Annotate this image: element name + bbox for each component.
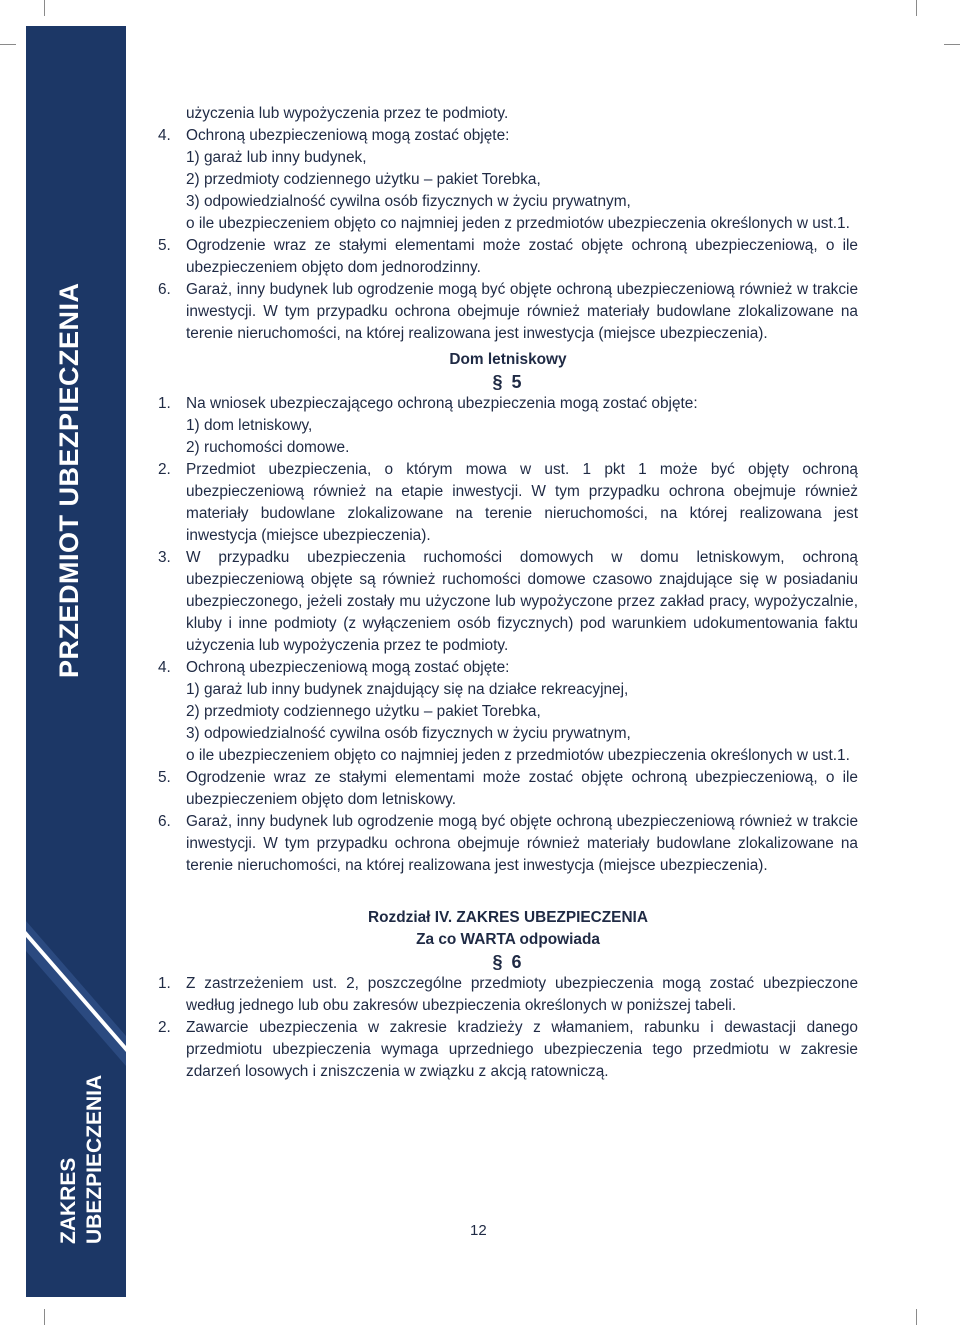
paragraph-number: 6. [158, 281, 171, 298]
list-item: 2) ruchomości domowe. [186, 439, 350, 456]
section-5-item-5 [158, 767, 858, 811]
paragraph-number: 1. [158, 395, 171, 412]
page-number: 12 [470, 1222, 487, 1239]
paragraph-text: Garaż, inny budynek lub ogrodzenie mogą być objęte ochroną ubezpieczeniową również w trakcie inwestycji. W tym przypadku ochrona obejmuje również materiały budowlane zlokalizowane na terenie nieruchomości, na której realizowana jest inwestycja (miejsce ubezpieczenia). [186, 813, 858, 874]
chapter-item-1 [158, 973, 858, 1017]
section-5-item-1 [158, 393, 858, 459]
chapter-paragraph-sign: § 6 [492, 952, 524, 972]
paragraph-text: Przedmiot ubezpieczenia, o którym mowa w ust. 1 pkt 1 może być objęty ochroną ubezpieczeniową również na etapie inwestycji. W tym przypadku ochrona obejmuje również materiały budowlane zlokalizowane na terenie nieruchomości, na której realizowana jest inwestycja (miejsce ubezpieczenia). [186, 461, 858, 544]
paragraph-4 [158, 125, 858, 235]
paragraph-number: 4. [158, 659, 171, 676]
paragraph-tail: o ile ubezpieczeniem objęto co najmniej jeden z przedmiotów ubezpieczenia określonych w ust.1. [186, 215, 850, 232]
list-item: 2) przedmioty codziennego użytku – pakiet Torebka, [186, 171, 541, 188]
chapter-heading: Rozdział IV. ZAKRES UBEZPIECZENIA [368, 909, 648, 926]
crop-mark-top-left-h [0, 44, 16, 45]
crop-mark-top-left [44, 0, 45, 16]
paragraph-text: Z zastrzeżeniem ust. 2, poszczególne przedmioty ubezpieczenia mogą zostać ubezpieczone według jednego lub obu zakresów ubezpieczenia określonych w poniższej tabeli. [186, 975, 858, 1014]
paragraph-number: 1. [158, 975, 171, 992]
continuation-text: użyczenia lub wypożyczenia przez te podmioty. [186, 105, 509, 122]
paragraph-text: Ochroną ubezpieczeniową mogą zostać objęte: [186, 659, 510, 676]
subsection-title-vertical: ZAKRES UBEZPIECZENIA [57, 1074, 106, 1244]
sidebar-band [26, 26, 126, 1297]
paragraph-6 [158, 279, 858, 345]
section-5-item-2 [158, 459, 858, 547]
section-title-vertical: PRZEDMIOT UBEZPIECZENIA [54, 282, 84, 678]
crop-mark-top-right-h [944, 44, 960, 45]
section-heading: Dom letniskowy [449, 351, 567, 368]
paragraph-5 [158, 235, 858, 279]
section-5-item-4 [158, 657, 858, 767]
chapter-item-2 [158, 1017, 858, 1083]
section-5-item-6 [158, 811, 858, 877]
paragraph-tail: o ile ubezpieczeniem objęto co najmniej jeden z przedmiotów ubezpieczenia określonych w ust.1. [186, 747, 850, 764]
paragraph-text: Ochroną ubezpieczeniową mogą zostać objęte: [186, 127, 510, 144]
list-item: 3) odpowiedzialność cywilna osób fizycznych w życiu prywatnym, [186, 725, 631, 742]
document-body [158, 103, 858, 1083]
paragraph-text: Garaż, inny budynek lub ogrodzenie mogą być objęte ochroną ubezpieczeniową również w trakcie inwestycji. W tym przypadku ochrona obejmuje również materiały budowlane zlokalizowane na terenie nieruchomości, na której realizowana jest inwestycja (miejsce ubezpieczenia). [186, 281, 858, 342]
paragraph-text: Zawarcie ubezpieczenia w zakresie kradzieży z włamaniem, rabunku i dewastacji danego przedmiotu ubezpieczenia wymaga uprzedniego ubezpieczenia tego przedmiotu w zakresie zdarzeń losowych i zniszczenia w związku z akcją ratowniczą. [186, 1019, 858, 1080]
paragraph-number: 2. [158, 1019, 171, 1036]
list-item: 1) garaż lub inny budynek, [186, 149, 367, 166]
paragraph-text: Na wniosek ubezpieczającego ochroną ubezpieczenia mogą zostać objęte: [186, 395, 698, 412]
section-paragraph-sign: § 5 [492, 372, 524, 392]
list-item: 2) przedmioty codziennego użytku – pakiet Torebka, [186, 703, 541, 720]
paragraph-number: 5. [158, 769, 171, 786]
list-item: 3) odpowiedzialność cywilna osób fizycznych w życiu prywatnym, [186, 193, 631, 210]
paragraph-number: 2. [158, 461, 171, 478]
paragraph-number: 3. [158, 549, 171, 566]
paragraph-number: 6. [158, 813, 171, 830]
paragraph-number: 4. [158, 127, 171, 144]
chapter-subheading: Za co WARTA odpowiada [416, 931, 600, 948]
paragraph-text: Ogrodzenie wraz ze stałymi elementami może zostać objęte ochroną ubezpieczeniową, o ile ubezpieczeniem objęto dom letniskowy. [186, 769, 858, 808]
crop-mark-bottom-right [916, 1309, 917, 1325]
list-item: 1) garaż lub inny budynek znajdujący się na działce rekreacyjnej, [186, 681, 629, 698]
paragraph-text: Ogrodzenie wraz ze stałymi elementami może zostać objęte ochroną ubezpieczeniową, o ile ubezpieczeniem objęto dom jednorodzinny. [186, 237, 858, 276]
paragraph-number: 5. [158, 237, 171, 254]
crop-mark-bottom-left [44, 1309, 45, 1325]
crop-mark-top-right [916, 0, 917, 16]
list-item: 1) dom letniskowy, [186, 417, 313, 434]
paragraph-text: W przypadku ubezpieczenia ruchomości domowych w domu letniskowym, ochroną ubezpieczeniową objęte są również ruchomości domowe czasowo znajdujące się w posiadaniu ubezpieczonego, jeżeli zostały mu użyczone lub wypożyczone przez zakład pracy, wypożyczalnie, kluby i inne podmioty (z wyłączeniem osób fizycznych) pod warunkiem udokumentowania faktu użyczenia lub wypożyczenia przez te podmioty. [186, 549, 858, 654]
section-5-item-3 [158, 547, 858, 657]
